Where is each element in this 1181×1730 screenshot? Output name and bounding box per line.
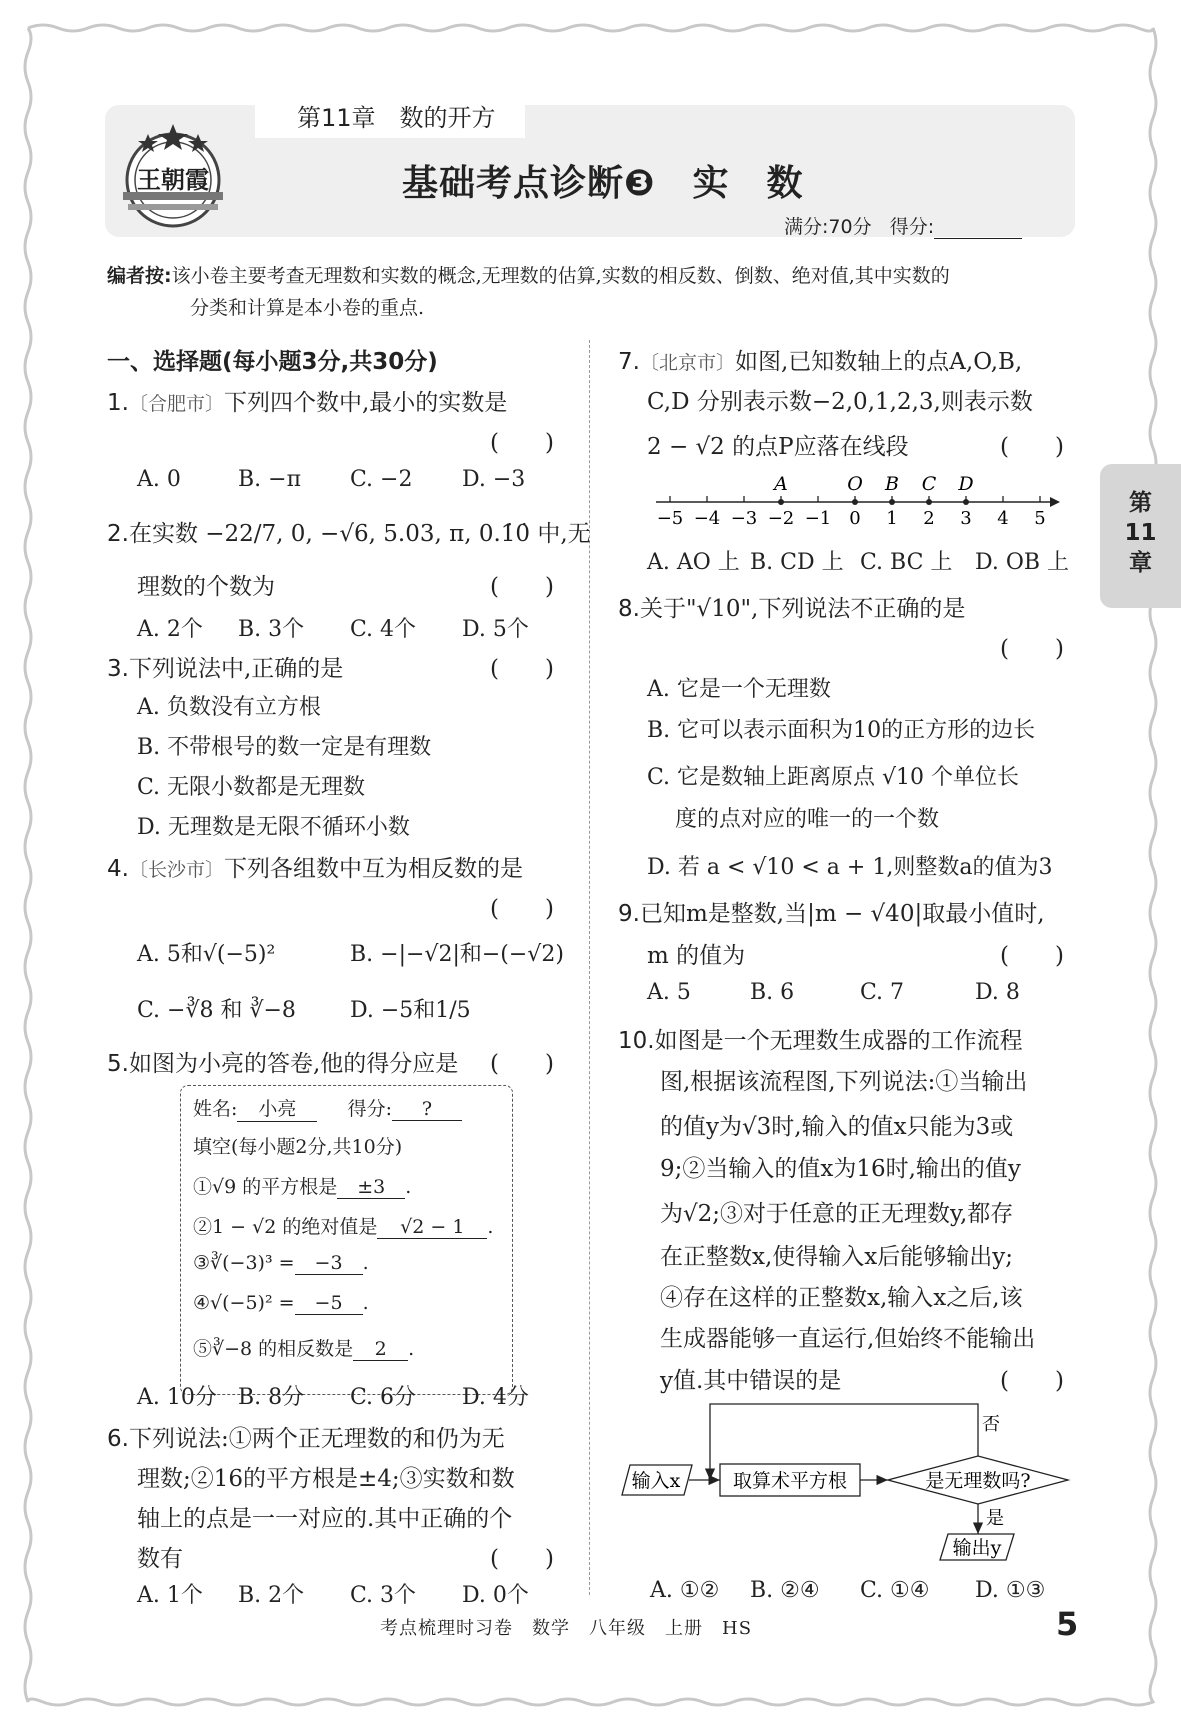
question-7-line2: C,D 分别表示数−2,0,1,2,3,则表示数 [647,389,1033,415]
answer-paren-6[interactable]: ( ) [490,1546,554,1572]
sheet-heading: 填空(每小题2分,共10分) [193,1136,403,1158]
axis-point-A [778,499,784,505]
q5-option-b[interactable]: B. 8分 [238,1385,305,1410]
q9-option-d[interactable]: D. 8 [975,980,1020,1005]
footer-text: 考点梳理时习卷 数学 八年级 上册 HS [380,1618,753,1639]
side-tab-1: 第 [1129,490,1152,516]
q10-option-a[interactable]: A. ①② [650,1578,720,1603]
q8-option-b[interactable]: B. 它可以表示面积为10的正方形的边长 [647,718,1036,743]
axis-point-label: O [847,473,863,495]
q8-option-c[interactable]: C. 它是数轴上距离原点 √10 个单位长 [647,765,1020,790]
sheet-item-4: ④√(−5)² = −5 . [193,1292,369,1314]
flow-decision-label: 是无理数吗? [925,1470,1031,1492]
q2-option-a[interactable]: A. 2个 [137,617,203,642]
answer-paren-4[interactable]: ( ) [490,896,554,922]
question-6-line1: 6.下列说法:①两个正无理数的和仍为无 [107,1426,505,1452]
q4-option-c[interactable]: C. −∛8 和 ∛−8 [137,998,296,1023]
axis-tick-label: −1 [804,508,832,529]
axis-tick-label: −2 [767,508,795,529]
number-line [652,472,1062,534]
axis-tick-label: 5 [1034,508,1046,529]
axis-tick-label: 2 [923,508,935,529]
question-2-line2: 理数的个数为 [137,574,275,600]
answer-paren-1[interactable]: ( ) [490,430,554,456]
axis-point-label: C [921,473,937,495]
q1-option-d[interactable]: D. −3 [462,467,526,492]
q2-option-c[interactable]: C. 4个 [350,617,417,642]
score-blank[interactable] [934,220,1022,239]
q10-option-d[interactable]: D. ①③ [975,1578,1046,1603]
q4-option-b[interactable]: B. −|−√2|和−(−√2) [350,942,564,967]
sheet-item-3: ③∛(−3)³ = −3 . [193,1252,369,1274]
question-5: 5.如图为小亮的答卷,他的得分应是 [107,1051,459,1077]
sheet-score: ? [392,1098,462,1121]
score-line [784,212,1022,239]
q8-option-d[interactable]: D. 若 a < √10 < a + 1,则整数a的值为3 [647,855,1053,880]
q7-option-c[interactable]: C. BC 上 [860,550,953,575]
axis-point-label: B [885,473,899,495]
answer-paren-7[interactable]: ( ) [1000,434,1064,460]
question-10-line8: 生成器能够一直运行,但始终不能输出 [660,1326,1036,1352]
sheet-name-row: 姓名: 小亮 得分: ? [193,1094,462,1122]
q3-option-a[interactable]: A. 负数没有立方根 [137,695,321,720]
axis-point-B [889,499,895,505]
q5-option-c[interactable]: C. 6分 [350,1385,417,1410]
sheet-item-2: ②1 − √2 的绝对值是 √2 − 1 . [193,1216,494,1238]
axis-tick-label: −4 [693,508,721,529]
q3-option-c[interactable]: C. 无限小数都是无理数 [137,775,366,800]
axis-point-label: D [958,473,974,495]
question-10-line1: 10.如图是一个无理数生成器的工作流程 [618,1028,1023,1054]
axis-tick-label: −5 [656,508,684,529]
q4-option-a[interactable]: A. 5和√(−5)² [137,942,276,967]
q1-option-a[interactable]: A. 0 [137,467,181,492]
q3-option-d[interactable]: D. 无理数是无限不循环小数 [137,815,410,840]
axis-tick-label: 4 [997,508,1009,529]
q2-option-d[interactable]: D. 5个 [462,617,529,642]
q4-option-d[interactable]: D. −5和1/5 [350,998,471,1023]
question-10-line5: 为√2;③对于任意的正无理数y,都存 [660,1201,1014,1227]
q1-option-b[interactable]: B. −π [238,467,302,492]
flow-input-label: 输入x [631,1470,681,1492]
question-2-line1: 2.在实数 −22/7, 0, −√6, 5.03, π, 0.1̇0̇ 中,无 [107,521,591,547]
flow-no-label: 否 [982,1414,1000,1435]
question-10-line4: 9;②当输入的值x为16时,输出的值y [660,1156,1021,1182]
logo-text: 王朝霞 [137,165,209,194]
q9-option-b[interactable]: B. 6 [750,980,795,1005]
score-label: 得分: [889,216,935,238]
editor-note-label: 编者按: [107,265,172,287]
question-9-line1: 9.已知m是整数,当|m − √40|取最小值时, [618,901,1045,927]
question-9-line2: m 的值为 [647,943,746,969]
side-tab-3: 章 [1129,550,1152,576]
answer-paren-3[interactable]: ( ) [490,656,554,682]
axis-point-label: A [774,473,788,495]
question-10-line2: 图,根据该流程图,下列说法:①当输出 [660,1069,1028,1095]
q5-option-a[interactable]: A. 10分 [137,1385,217,1410]
page-number: 5 [1056,1605,1079,1643]
q9-option-a[interactable]: A. 5 [647,980,691,1005]
q6-option-a[interactable]: A. 1个 [137,1583,203,1608]
question-10-line7: ④存在这样的正整数x,输入x之后,该 [660,1285,1023,1311]
flow-output-label: 输出y [952,1537,1002,1559]
sheet-item-1: ①√9 的平方根是 ±3 . [193,1176,412,1198]
axis-tick-label: 3 [960,508,972,529]
answer-paren-10[interactable]: ( ) [1000,1368,1064,1394]
page-title: 基础考点诊断❸ 实 数 [402,163,804,204]
chapter-label: 第11章 数的开方 [255,98,525,138]
question-6-line2: 理数;②16的平方根是±4;③实数和数 [137,1466,515,1492]
axis-point-O [852,499,858,505]
q7-option-a[interactable]: A. AO 上 [647,550,740,575]
full-score: 满分:70分 [784,216,872,238]
chapter-side-tab [1100,464,1181,608]
editor-note-text2: 分类和计算是本小卷的重点. [190,297,425,319]
q7-option-b[interactable]: B. CD 上 [750,550,844,575]
flowchart [620,1400,1080,1570]
question-6-line4: 数有 [137,1546,183,1572]
q1-option-c[interactable]: C. −2 [350,467,413,492]
q8-option-a[interactable]: A. 它是一个无理数 [647,677,831,702]
axis-tick-label: 0 [849,508,861,529]
question-10-line6: 在正整数x,使得输入x后能够输出y; [660,1244,1013,1270]
q3-option-b[interactable]: B. 不带根号的数一定是有理数 [137,735,432,760]
axis-tick-label: 1 [886,508,898,529]
flow-process-label: 取算术平方根 [732,1470,848,1492]
q7-option-d[interactable]: D. OB 上 [975,550,1070,575]
q5-option-d[interactable]: D. 4分 [462,1385,529,1410]
q9-option-c[interactable]: C. 7 [860,980,905,1005]
axis-tick-label: −3 [730,508,758,529]
flow-yes-label: 是 [986,1508,1004,1529]
q6-option-c[interactable]: C. 3个 [350,1583,417,1608]
q6-option-b[interactable]: B. 2个 [238,1583,305,1608]
q10-option-c[interactable]: C. ①④ [860,1578,930,1603]
answer-paren-9[interactable]: ( ) [1000,943,1064,969]
sheet-name: 小亮 [237,1094,317,1122]
q2-option-b[interactable]: B. 3个 [238,617,305,642]
editor-note-text1: 该小卷主要考查无理数和实数的概念,无理数的估算,实数的相反数、倒数、绝对值,其中实数的 [171,265,950,287]
question-3: 3.下列说法中,正确的是 [107,656,344,682]
publisher-logo [118,120,228,230]
question-10-line3: 的值y为√3时,输入的值x只能为3或 [660,1114,1014,1140]
question-7-line3: 2 − √2 的点P应落在线段 [647,434,909,460]
q10-option-b[interactable]: B. ②④ [750,1578,820,1603]
question-6-line3: 轴上的点是一一对应的.其中正确的个 [137,1506,513,1532]
q8-option-c-cont: 度的点对应的唯一的一个数 [675,807,940,832]
answer-paren-5[interactable]: ( ) [490,1051,554,1077]
sheet-item-5: ⑤∛−8 的相反数是 2 . [193,1338,415,1360]
student-answer-sheet [180,1085,513,1395]
axis-point-C [926,499,932,505]
question-8: 8.关于"√10",下列说法不正确的是 [618,596,966,622]
question-7-line1: 7.〔北京市〕如图,已知数轴上的点A,O,B, [618,349,1023,375]
editor-note [107,260,1077,324]
q6-option-d[interactable]: D. 0个 [462,1583,529,1608]
question-1: 1.〔合肥市〕下列四个数中,最小的实数是 [107,390,508,416]
question-10-line9: y值.其中错误的是 [660,1368,842,1394]
side-tab-2: 11 [1124,520,1157,546]
axis-point-D [963,499,969,505]
question-4: 4.〔长沙市〕下列各组数中互为相反数的是 [107,856,523,882]
section-heading: 一、选择题(每小题3分,共30分) [107,349,438,375]
answer-paren-2[interactable]: ( ) [490,574,554,600]
answer-paren-8[interactable]: ( ) [1000,636,1064,662]
axis-arrow-icon [1050,497,1060,507]
